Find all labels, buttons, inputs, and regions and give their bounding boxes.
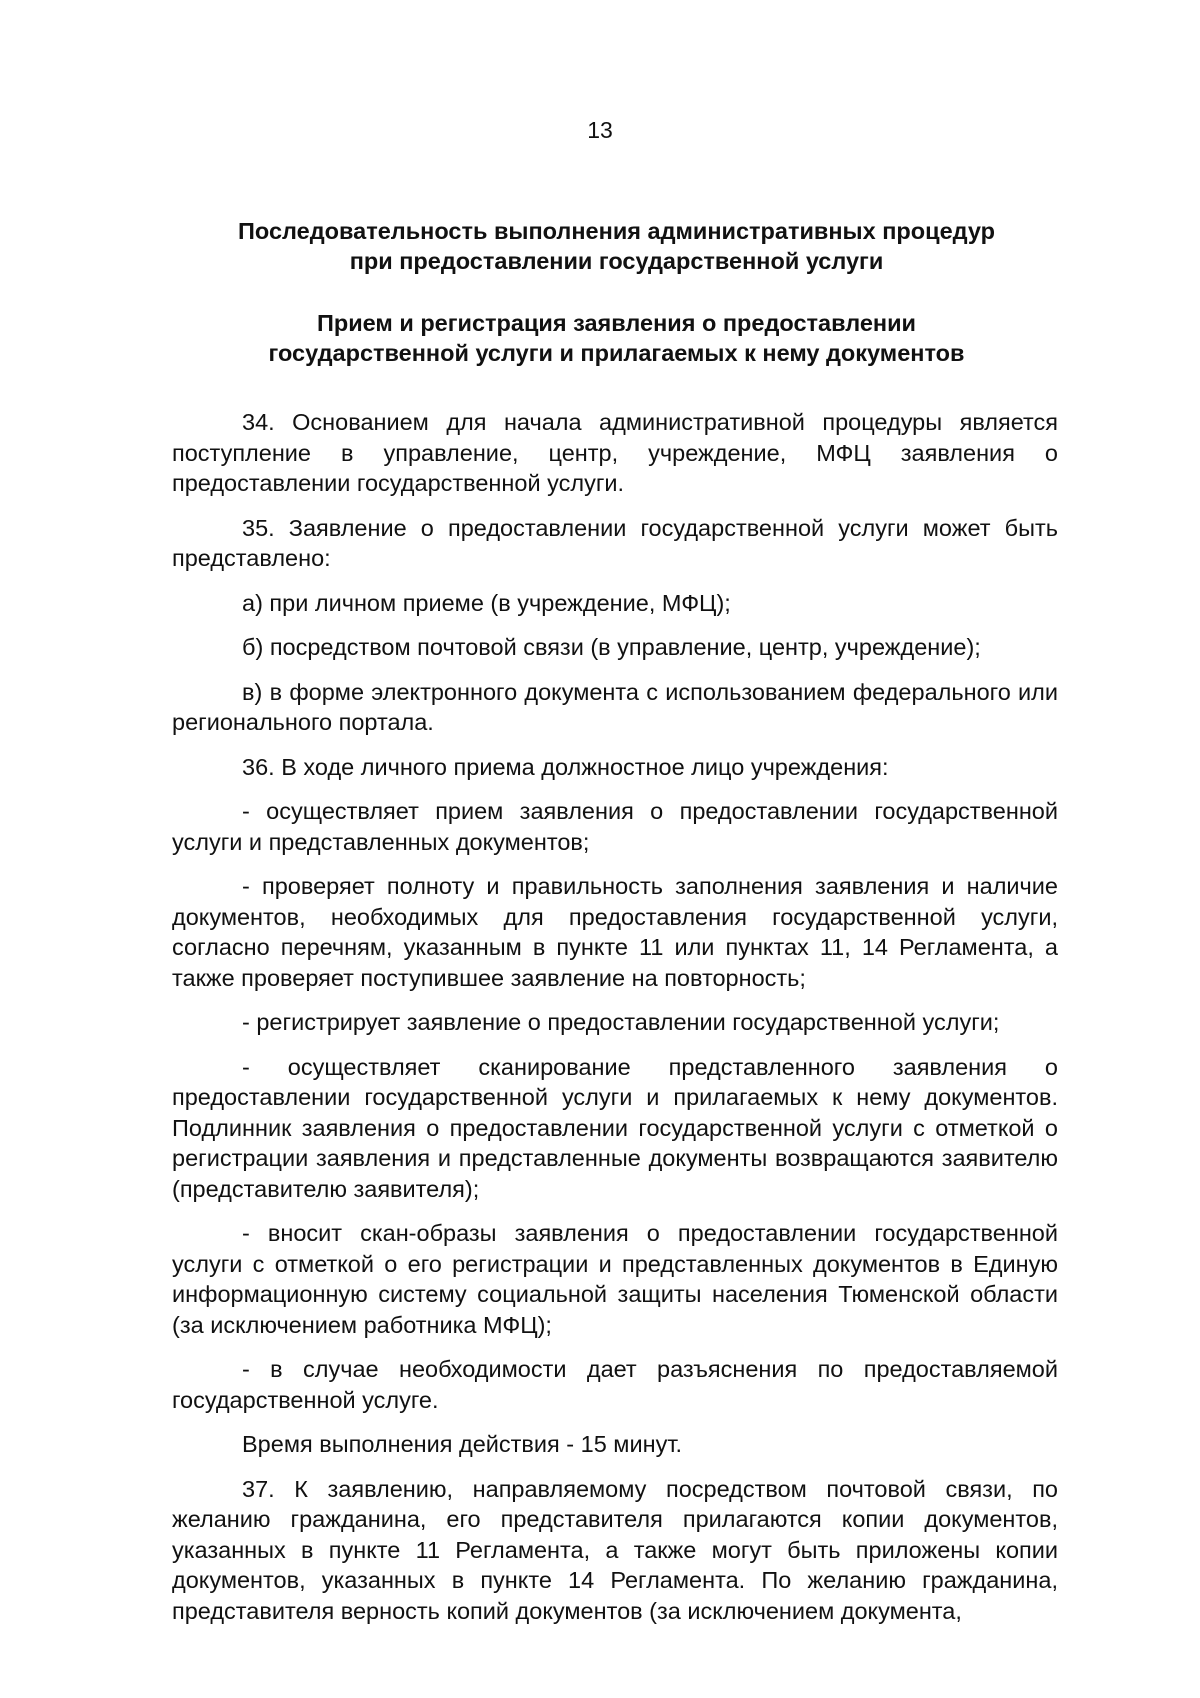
list-item-dash: - проверяет полноту и правильность заполнения заявления и наличие документов, необходимых для предоставления государственной услуги, согласно перечням, указанным в пункте 11 или пунктах 11, 14 Регламента, а также проверяет поступившее заявление на повторность; xyxy=(172,873,1058,991)
list-item-dash: - осуществляет сканирование представленного заявления о предоставлении государственной услуги и прилагаемых к нему документов. Подлинник заявления о предоставлении государственной услуги с отметкой о регистрации заявления и представленные документы возвращаются заявителю (представителю заявителя); xyxy=(172,1053,1058,1202)
list-item-dash: - осуществляет прием заявления о предоставлении государственной услуги и представленных документов; xyxy=(172,798,1058,855)
list-item-b: б) посредством почтовой связи (в управление, центр, учреждение); xyxy=(242,634,981,660)
list-item-dash: - регистрирует заявление о предоставлении государственной услуги; xyxy=(242,1009,1000,1035)
section-heading xyxy=(170,216,1063,276)
paragraph-37: 37. К заявлению, направляемому посредством почтовой связи, по желанию гражданина, его представителя прилагаются копии документов, указанных в пункте 11 Регламента, а также могут быть приложены копии документов, указанных в пункте 14 Регламента. По желанию гражданина, представителя верность копий документов (за исключением документа, xyxy=(172,1475,1058,1624)
paragraph-35: 35. Заявление о предоставлении государственной услуги может быть представлено: xyxy=(172,514,1058,571)
subsection-heading xyxy=(170,308,1063,368)
list-item-a: а) при личном приеме (в учреждение, МФЦ); xyxy=(242,589,731,616)
paragraph-34: 34. Основанием для начала административной процедуры является поступление в управление, центр, учреждение, МФЦ заявления о предоставлении государственной услуги. xyxy=(172,409,1058,496)
document-body xyxy=(172,407,1058,1626)
time-note: Время выполнения действия - 15 минут. xyxy=(242,1431,683,1457)
list-item-dash: - вносит скан-образы заявления о предоставлении государственной услуги с отметкой о его регистрации и представленных документов в Единую информационную систему социальной защиты населения Тюменской области (за исключением работника МФЦ); xyxy=(172,1220,1058,1338)
list-item-v: в) в форме электронного документа с использованием федерального или регионального портала. xyxy=(172,678,1058,735)
paragraph-36: 36. В ходе личного приема должностное лицо учреждения: xyxy=(242,753,889,780)
section-heading-line-1: Последовательность выполнения административных процедур xyxy=(238,218,995,244)
list-item-dash: - в случае необходимости дает разъяснения по предоставляемой государственной услуге. xyxy=(172,1356,1058,1413)
subsection-heading-line-2: государственной услуги и прилагаемых к нему документов xyxy=(268,340,965,366)
section-heading-line-2: при предоставлении государственной услуги xyxy=(349,248,884,274)
subsection-heading-line-1: Прием и регистрация заявления о предоставлении xyxy=(316,310,917,336)
page-number: 13 xyxy=(587,117,613,143)
